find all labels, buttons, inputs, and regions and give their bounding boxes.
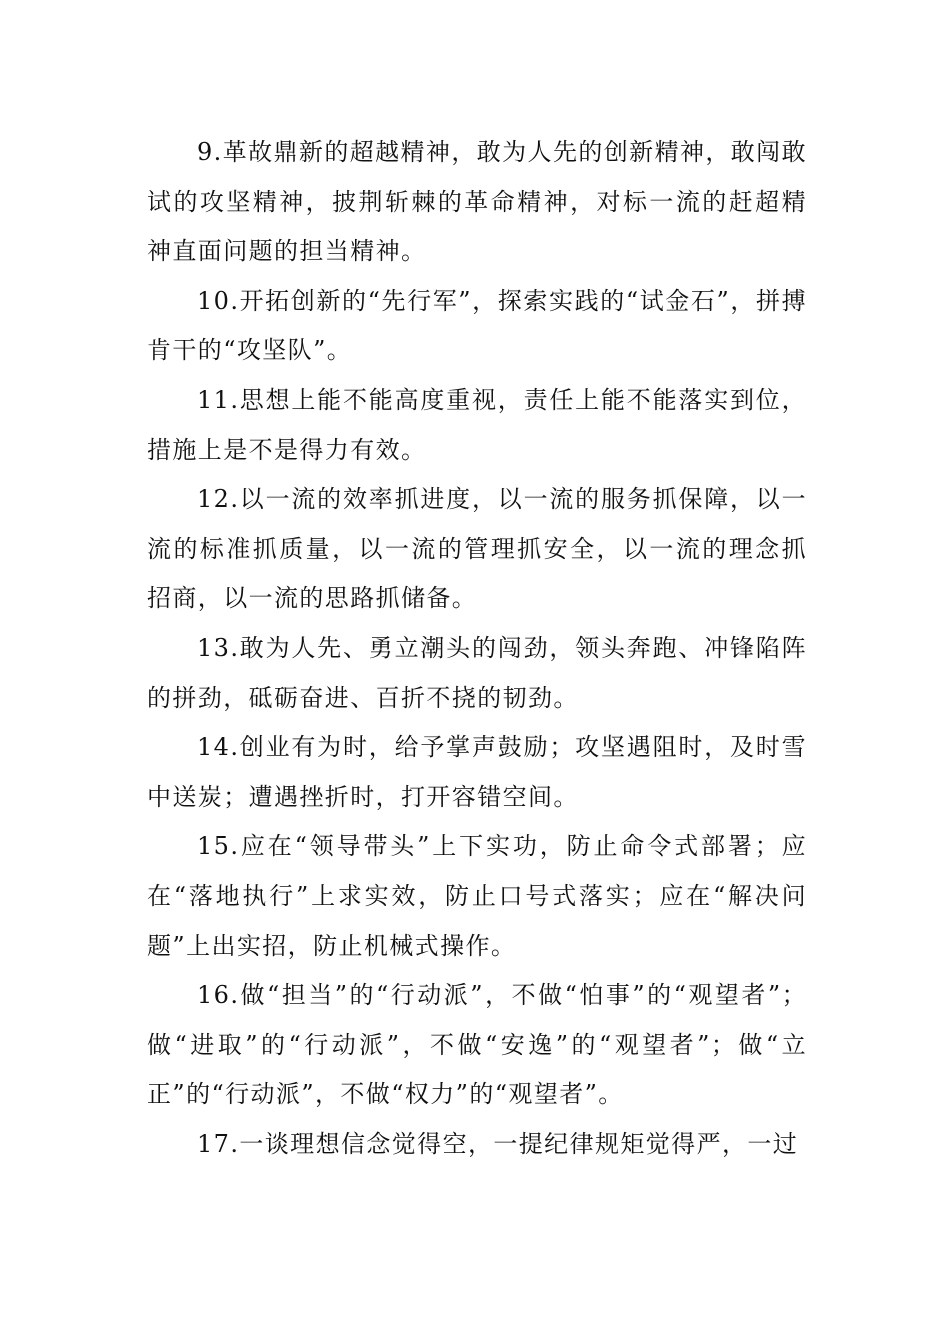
document-body <box>147 128 807 1169</box>
paragraph-11: 11.思想上能不能高度重视，责任上能不能落实到位，措施上是不是得力有效。 <box>147 385 807 464</box>
paragraph-14: 14.创业有为时，给予掌声鼓励；攻坚遇阻时，及时雪中送炭；遭遇挫折时，打开容错空间。 <box>147 733 807 811</box>
paragraph-16: 16.做“担当”的“行动派”，不做“怕事”的“观望者”；做“进取”的“行动派”，不做“安逸”的“观望者”；做“立正”的“行动派”，不做“权力”的“观望者”。 <box>147 981 807 1109</box>
paragraph-9: 9.革故鼎新的超越精神，敢为人先的创新精神，敢闯敢试的攻坚精神，披荆斩棘的革命精神，对标一流的赶超精神直面问题的担当精神。 <box>147 138 807 266</box>
paragraph-12: 12.以一流的效率抓进度，以一流的服务抓保障，以一流的标准抓质量，以一流的管理抓安全，以一流的理念抓招商，以一流的思路抓储备。 <box>147 485 807 613</box>
paragraph-15: 15.应在“领导带头”上下实功，防止命令式部署；应在“落地执行”上求实效，防止口号式落实；应在“解决问题”上出实招，防止机械式操作。 <box>147 832 807 960</box>
paragraph-10: 10.开拓创新的“先行军”，探索实践的“试金石”，拼搏肯干的“攻坚队”。 <box>147 286 807 365</box>
paragraph-13: 13.敢为人先、勇立潮头的闯劲，领头奔跑、冲锋陷阵的拼劲，砥砺奋进、百折不挠的韧劲。 <box>147 633 807 712</box>
paragraph-17: 17.一谈理想信念觉得空，一提纪律规矩觉得严，一过 <box>197 1129 799 1158</box>
